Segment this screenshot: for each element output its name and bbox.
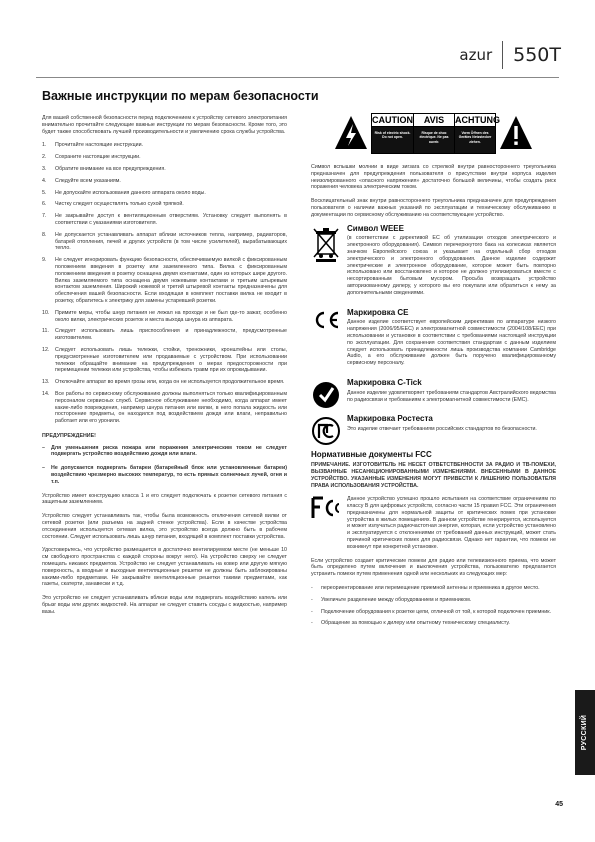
rostest-section [311,416,556,446]
item-number: 9. [42,257,47,264]
item-number: 11. [42,328,49,335]
item-text: Чистку следует осуществлять только сухой тряпкой. [55,201,184,208]
ce-section [311,307,556,374]
ce-title: Маркировка CE [347,307,409,317]
disconnect-paragraph: Устройство следует устанавливать так, чтобы была возможность отключения сетевой вилки от сетевой розетки (или разъема на задней стенке устройства). Если в качестве устройства отсоединения используется сетевая вилка, это устройство всегда должно быть в рабочем состоянии. Следует использовать лишь шнур питания, входящий в комплект поставки устройства. [42,513,287,540]
item-number: 2. [42,154,47,161]
item-text: Не допускается устанавливать аппарат вблизи источников тепла, например, радиаторов, батарей отопления, печей и других устройств (в том числе усилителей), вырабатывающих тепло. [55,231,287,252]
list-item [42,347,287,374]
list-item [42,142,287,149]
item-text: Не следует игнорировать функцию безопасности, обеспечиваемую вилкой с фиксированным положением введения в розетку или заземленного типа. Вилка с фиксированным положением введения в розетку оснащена двумя контактами, один из которых шире другого. Вилка заземляемого типа оснащена двумя ножевыми контактами и третьим штыревым контактом заземления. Широкий ножевой и третий штыревой контакты предназначены для обеспечения вашей безопасности. Если входящая в комплект поставки вилка не входит в розетку, обратитесь к электрику для замены устаревшей розетки. [55,257,287,304]
list-item [42,178,287,185]
caution-title-de: ACHTUNG [455,115,500,125]
caution-title-fr: AVIS [414,114,454,127]
class1-paragraph: Устройство имеет конструкцию класса 1 и его следует подключать к розетке сетевого питания с защитным заземлением. [42,492,287,506]
item-text: Следуйте всем указаниям. [55,177,121,184]
lightning-paragraph: Символ вспышки молнии в виде зигзага со стрелкой внутри равностороннего треугольника предназначен для предупреждения пользователя о присутствии внутри корпуса изделия неизолированного «опасного напряжения» достаточно большой величины, чтобы создать риск поражения человека электрическим током. [311,164,556,191]
item-number: 6. [42,201,47,208]
ventilation-paragraph: Удостоверьтесь, что устройство размещается в достаточно вентилируемом месте (не меньше 10 см свободного пространства с каждой стороны вокруг него). На устройство сверху не следует помещать никаких предметов. Устройство не следует устанавливать на ковер или другую мягкую поверхность, а входные и выходные вентиляционные решетки не должны быть заблокированы какими-либо предметами. Не закрывайте вентиляционные решетки такими предметами, как газеты, скатерти, занавески и т.д. [42,547,287,588]
list-item: - Обращение за помощью к дилеру или опытному техническому специалисту. [311,620,510,627]
left-column [42,115,287,623]
language-tab [575,690,595,775]
item-text: Все работы по сервисному обслуживанию должны выполняться только квалифицированным персоналом сервисных служб. Сервисное обслуживание необходимо, когда аппарат имеет какие-либо повреждения, например шнура питания или вилки, в него попала жидкость или посторонние предметы, он находился под воздействием дождя или влаги, неправильно работает или его уронили. [55,390,287,425]
list-item [42,257,287,305]
rostest-icon [311,416,341,446]
rostest-text: Это изделие отвечает требованиям российских стандартов по безопасности. [347,426,537,433]
fcc-logo-icon [311,496,341,520]
item-text: Не закрывайте доступ к вентиляционным отверстиям. Установку следует выполнять в соответствии с указаниями изготовителя. [55,213,287,226]
list-item: - переориентирование или перемещение приемной антенны и приемника в другое место. [311,585,540,592]
item-text: Прочитайте настоящие инструкции. [55,142,144,149]
exclamation-paragraph: Восклицательный знак внутри равностороннего треугольника предназначен для предупреждения пользователя о наличии важных указаний по эксплуатации и техническому обслуживанию в документации по сервисному обслуживанию на соответствующее устройство. [311,198,556,218]
item-number: 5. [42,189,47,196]
item-number: 1. [42,142,47,149]
rostest-title: Маркировка Ростеста [347,414,433,424]
fcc-measures-list [311,585,556,627]
item-number: 8. [42,231,47,238]
weee-text: (в соответствии с директивой ЕС об утилизации отходов электрического и электронного оборудования). Символ перечеркнутого бака на колесиках является значком Европейского союза и указывает на отдельный сбор отходов электрического и электронного оборудования. Данное изделие содержит электрические и электронное оборудование, которое может быть повторно использовано или восстановлено и которое не должно утилизироваться вместе с несортированным бытовым мусором. Просьба возвращать устройство авторизованному дилеру, у которого вы его покупали или обратиться к нему за дополнительными сведениями. [347,235,556,296]
item-number: 12. [42,346,50,353]
page-number: 45 [555,801,563,808]
ce-mark-icon [311,310,341,330]
list-item [42,154,287,161]
list-item [42,232,287,252]
fcc-notice: ПРИМЕЧАНИЕ. ИЗГОТОВИТЕЛЬ НЕ НЕСЕТ ОТВЕТСТВЕННОСТИ ЗА РАДИО И ТВ-ПОМЕХИ, ВЫЗВАННЫЕ НЕСАНКЦИОНИРОВАННЫМИ ИЗМЕНЕНИЯМИ. ВНЕСЕННЫМИ В ДАННОЕ УСТРОЙСТВО. УКАЗАННЫЕ ИЗМЕНЕНИЯ МОГУТ ПРИВЕСТИ К ЛИШЕНИЮ ПОЛЬЗОВАТЕЛЯ ПРАВА ИСПОЛЬЗОВАНИЯ УСТРОЙСТВА. [311,462,556,489]
list-item [42,213,287,227]
item-text: Следует использовать лишь приспособления и принадлежности, предусмотренные изготовителем. [55,328,287,342]
intro-paragraph: Для вашей собственной безопасности перед подключением к устройству сетевого электропитания внимательно прочитайте следующие важные инструкции по мерам безопасности. Кроме того, это будет также способствовать лучшей производительности и увеличению срока службы устройства. [42,115,287,135]
fcc-title: Нормативные документы FCC [311,450,432,460]
item-text: Отключайте аппарат во время грозы или, когда он не используется продолжительное время. [55,379,285,386]
ctick-text: Данное изделие удовлетворяет требованиям стандартов Австралийского ведомства по радиосвязи и требованиям к электромагнитной совместимости (EMC). [347,389,556,403]
list-item [42,166,287,173]
caution-box [371,113,500,154]
right-column [311,113,556,632]
item-number: 14. [42,390,50,397]
list-item [42,379,287,386]
item-text: Обратите внимание на все предупреждения. [55,165,166,172]
item-text: Не допускайте использования данного аппарата около воды. [55,189,206,196]
weee-bin-icon [311,226,341,262]
caution-text-en: Risk of electric shock. Do not open. [372,127,413,153]
item-number: 10. [42,309,50,316]
ce-text: Данное изделие соответствует европейским директивам по аппаратуре низкого напряжения (2006/95/EEC) и электромагнитной совместимости (2004/108/EEC) при использовании и установке в соответствии с требованиями настоящей инструкции по эксплуатации. Для сохранения соответствия стандартам с данным изделием следует использовать принадлежности лишь производства компании Cambridge Audio, а его обслуживание должен быть поручено квалифицированному сервисному персоналу. [347,319,556,367]
fcc-text-2: Если устройство создает критические помехи для радио или телевизионного приема, что может быть определено путем включения и выключения устройства, пользователю предлагается устранить помехи путем применения одной или нескольких из следующих мер: [311,557,556,578]
language-label: РУССКИЙ [581,714,589,751]
list-item [42,310,287,324]
ctick-title: Маркировка C-Tick [347,377,422,387]
list-item [42,190,287,197]
fcc-text-1: Данное устройство успешно прошло испытания на соответствие ограничениям по классу В для цифровых устройств, согласно части 15 правил FCC. Эти ограничения предназначены для нормальной защиты от критических помех при установке устройства в жилых помещениях. В данном устройстве генерируется, используется и может излучаться радиочастотная энергия, которая, если устройство установлено и эксплуатируется с отклонениями от требований данных инструкций, может стать причиной критических помех для радиосвязи. Однако нет гарантии, что помехи не возникнут при конкретной установке. [347,496,556,550]
list-item: - Увеличьте разделение между оборудованием и приемником. [311,596,472,603]
caution-text-de: Vorm Öffnen des Gerätes Netzstecker ziehen. [455,127,495,153]
list-item [42,328,287,342]
weee-section [311,223,556,304]
page-title: Важные инструкции по мерам безопасности [42,89,319,103]
page-header [459,40,561,70]
weee-title: Символ WEEE [347,223,404,233]
water-paragraph: Это устройство не следует устанавливать вблизи воды или подвергать воздействию капель или брызг воды или других жидкостей. На аппарат не следует ставить сосуды с жидкостью, например вазы. [42,595,287,615]
exclamation-warning-icon [498,113,534,153]
list-item [42,201,287,208]
header-rule [36,77,559,78]
item-number: 7. [42,213,47,220]
fcc-section [311,496,556,557]
ctick-icon [311,380,341,410]
instruction-list [42,142,287,425]
list-item [42,391,287,425]
caution-text-fr: Risque de choc électrique. Ne pas ouvrir. [414,127,454,153]
item-number: 4. [42,177,47,184]
list-item: - Подключение оборудования к розетке цепи, отличной от той, к которой подключен приемник. [311,608,552,615]
warning-heading: ПРЕДУПРЕЖДЕНИЕ! [42,432,96,439]
item-number: 13. [42,379,50,386]
item-text: Примите меры, чтобы шнур питания не лежал на проходе и не был где-то зажат, особенно около вилки, электрических розеток и места выхода шнура из аппарата. [55,309,287,323]
warning-item: – Для уменьшения риска пожара или поражения электрическим током не следует подвергать устройство воздействию дождя или влаги. [42,444,287,458]
caution-label [311,113,556,154]
item-text: Следует использовать лишь тележки, стойки, треножники, кронштейны или столы, предусмотренные изготовителем или продаваемые с устройством. При использовании тележки обращайте внимание на предупреждения о мерах предосторожности при перемещении тележки или устройства, чтобы избежать травм при их опрокидывании. [55,346,287,374]
ctick-section [311,377,556,410]
item-text: Сохраните настоящие инструкции. [55,154,141,161]
item-number: 3. [42,165,47,172]
lightning-warning-icon [333,113,369,153]
warning-item: – Не допускается подвергать батареи (батарейный блок или установленные батареи) воздействию чрезмерно высоких температур, то есть прямых солнечных лучей, огня и т.п. [42,465,287,485]
brand-name: azur [459,46,493,64]
model-name: 550T [513,44,561,66]
caution-title-en: CAUTION [372,115,413,125]
